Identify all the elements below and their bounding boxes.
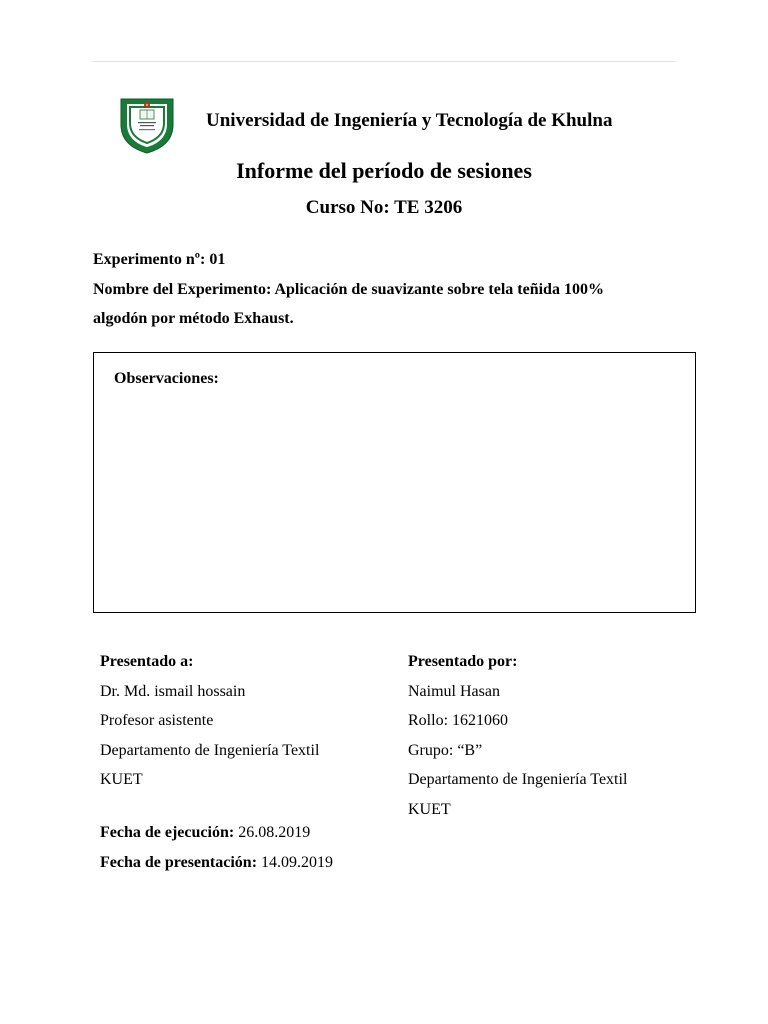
report-title: Informe del período de sesiones (236, 158, 532, 183)
experiment-info (93, 245, 693, 334)
experiment-name-line-2: algodón por método Exhaust. (93, 310, 294, 327)
dates-section (100, 818, 333, 877)
submitted-by-institution: KUET (408, 800, 451, 818)
submitted-to-section (100, 647, 319, 795)
submitted-by-name: Naimul Hasan (408, 682, 500, 700)
execution-date-label: Fecha de ejecución: (100, 824, 235, 841)
submitted-to-department: Departamento de Ingeniería Textil (100, 741, 320, 759)
submitted-by-group: Grupo: “B” (408, 741, 483, 759)
execution-date (100, 818, 333, 848)
submission-date (100, 848, 333, 878)
course-number: Curso No: TE 3206 (305, 197, 463, 218)
submitted-to-heading: Presentado a: (100, 653, 194, 670)
experiment-number: Experimento nº: 01 (93, 251, 226, 268)
submitted-to-institution: KUET (100, 771, 143, 788)
submission-date-label: Fecha de presentación: (100, 853, 258, 871)
top-divider (93, 61, 675, 62)
submitted-by-department: Departamento de Ingeniería Textil (408, 771, 628, 788)
experiment-name-line-1: Nombre del Experimento: Aplicación de suavizante sobre tela teñida 100% (93, 280, 604, 298)
submission-date-value: 14.09.2019 (257, 853, 334, 871)
observations-box (93, 352, 696, 613)
university-name: Universidad de Ingeniería y Tecnología de Khulna (206, 110, 613, 131)
submitted-by-roll: Rollo: 1621060 (408, 712, 509, 729)
submitted-to-name: Dr. Md. ismail hossain (100, 682, 246, 700)
observations-label: Observaciones: (114, 370, 219, 387)
university-logo (117, 95, 177, 155)
submitted-by-heading: Presentado por: (408, 653, 518, 670)
submitted-by-section (408, 647, 627, 824)
execution-date-value: 26.08.2019 (234, 824, 311, 841)
submitted-to-title: Profesor asistente (100, 712, 214, 729)
